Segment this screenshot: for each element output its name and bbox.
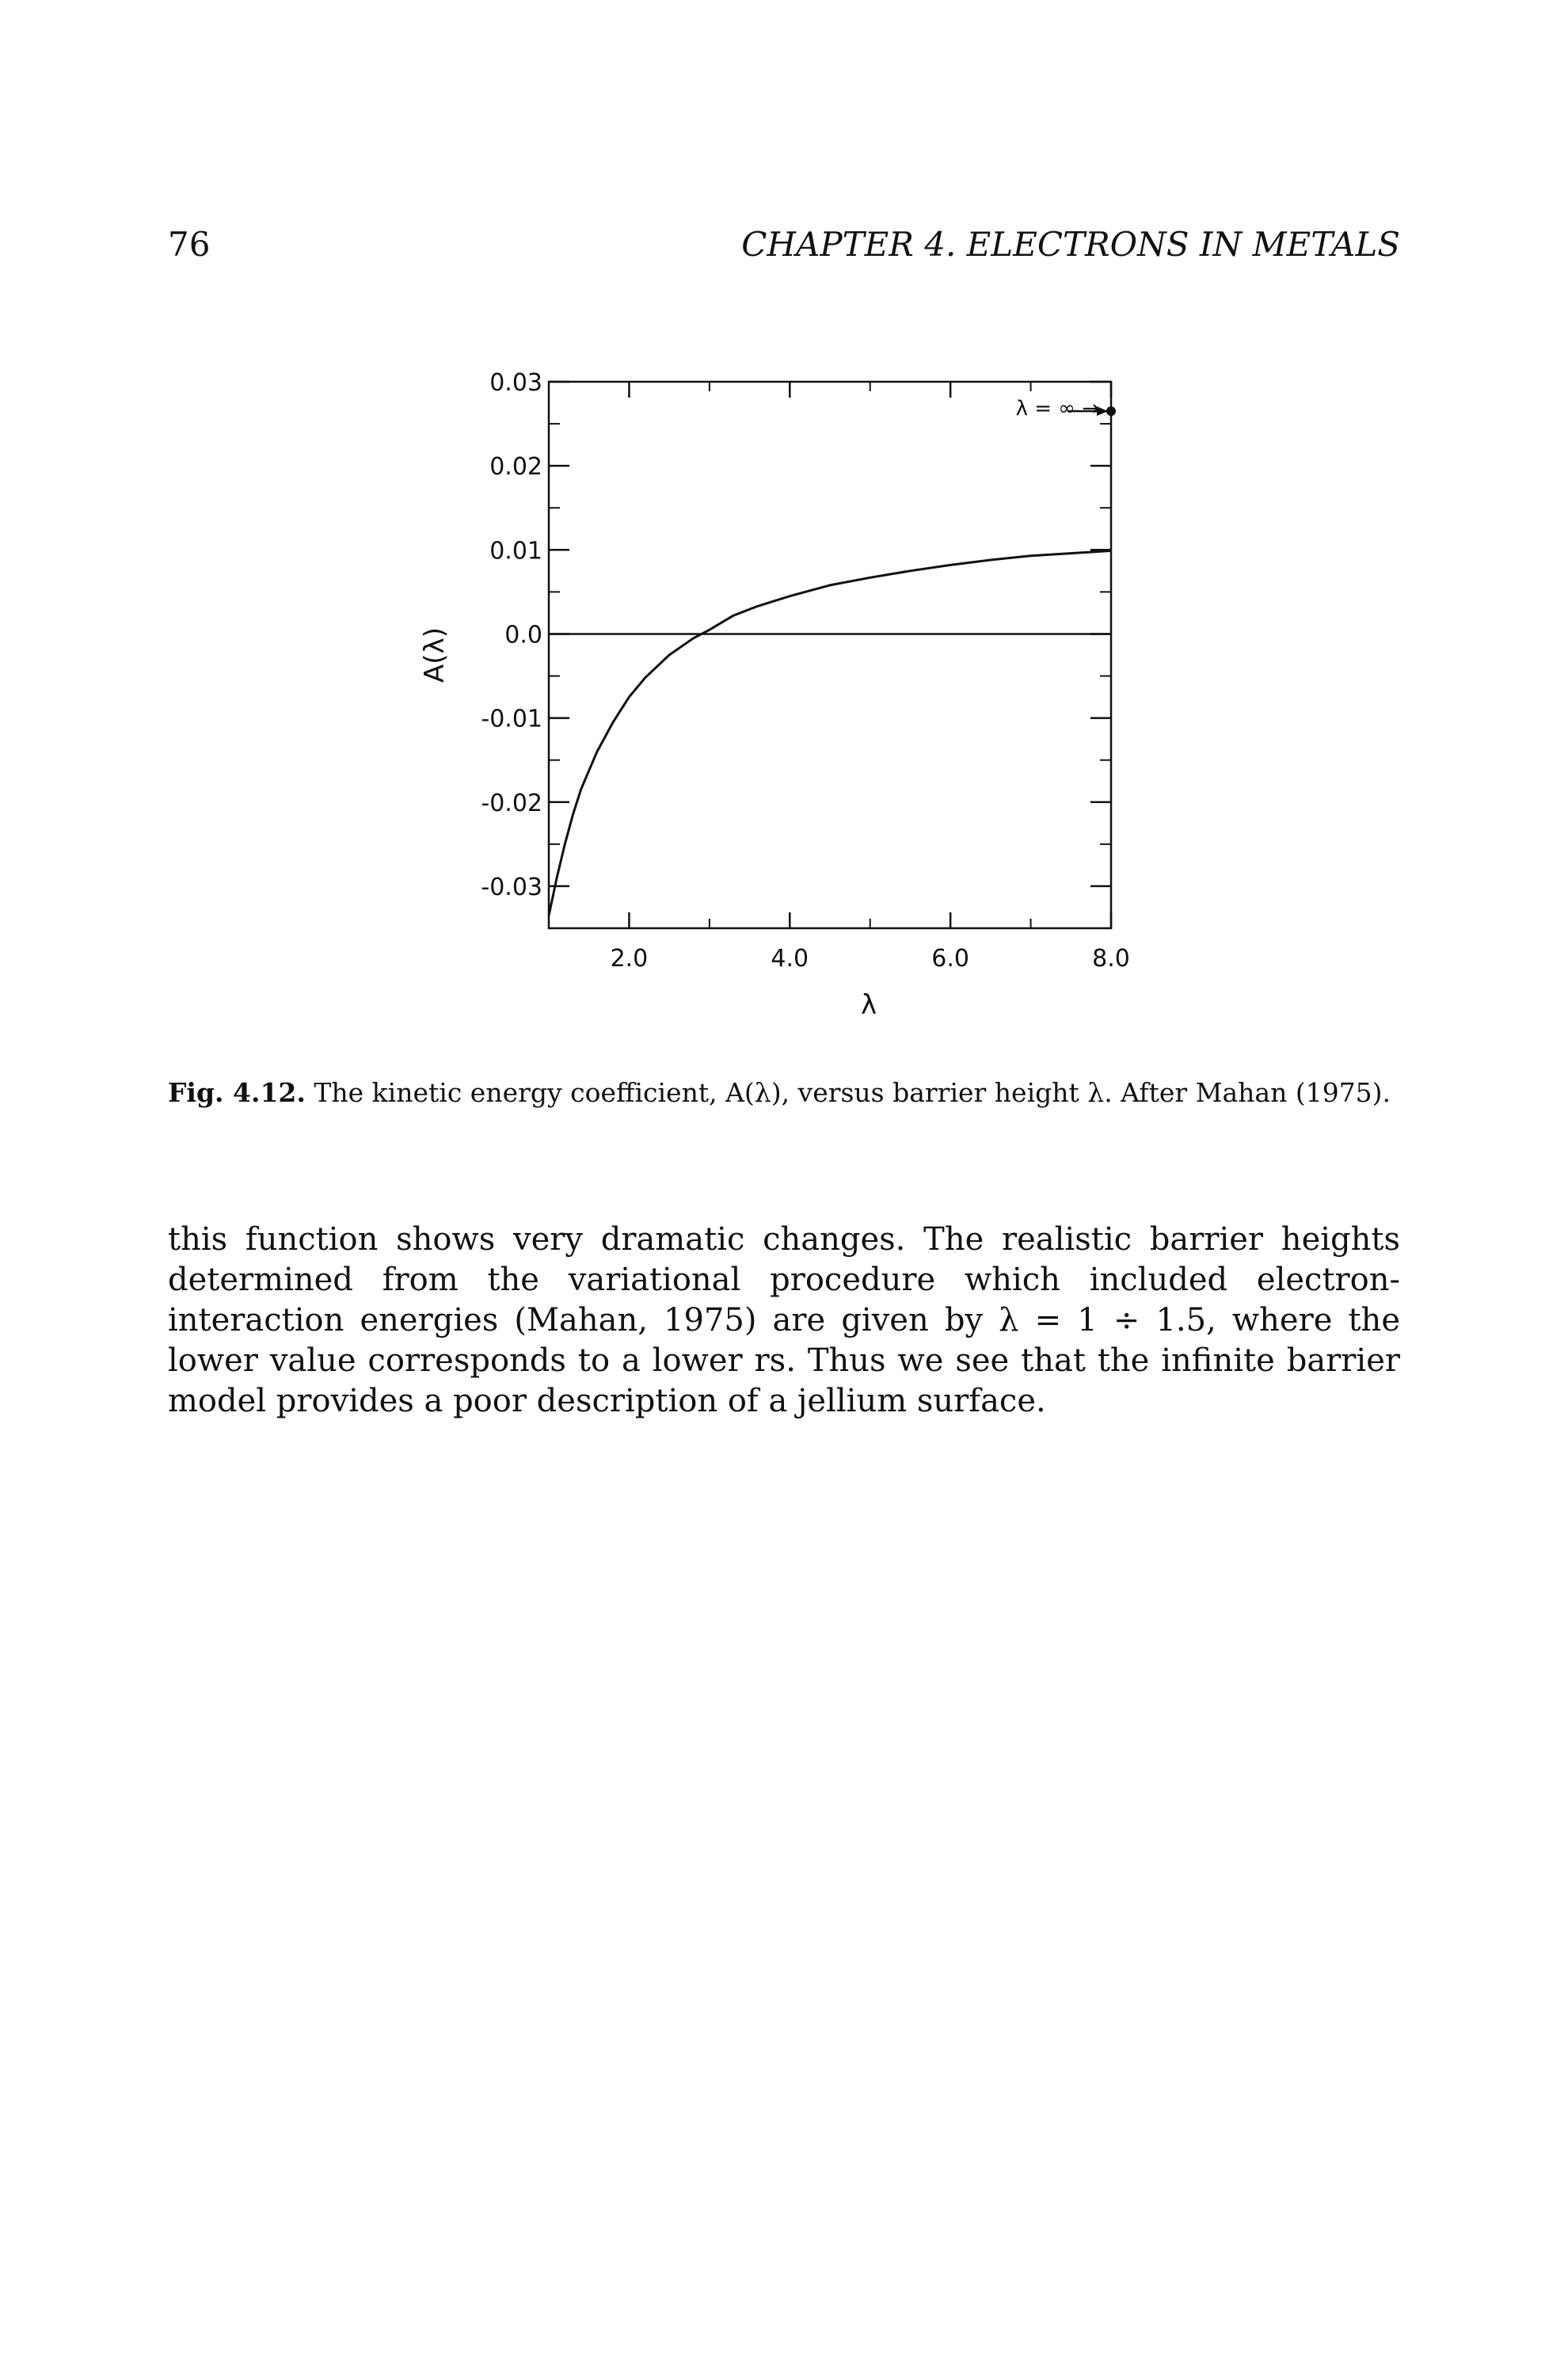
y-tick-label: -0.03 [481, 873, 542, 901]
y-tick-label: 0.01 [489, 537, 542, 565]
y-tick-label: 0.03 [489, 369, 542, 397]
plot-border [549, 382, 1111, 928]
series-line-a-lambda [549, 550, 1111, 916]
chapter-title: CHAPTER 4. ELECTRONS IN METALS [741, 225, 1400, 264]
plot-frame [549, 382, 1111, 928]
page-number: 76 [168, 225, 211, 264]
x-tick-label: 8.0 [1092, 945, 1130, 973]
figure-caption-text: The kinetic energy coefficient, A(λ), versus barrier height λ. After Mahan (1975). [314, 1077, 1391, 1108]
body-text [168, 1220, 1400, 1422]
x-axis-label: λ [860, 989, 877, 1021]
x-axis-ticks [611, 382, 1130, 973]
body-paragraph: this function shows very dramatic changes. The realistic barrier heights determined from the variational procedure which included electron-interaction energies (Mahan, 1975) are given by λ = 1 ÷ 1.5, where the lower value corresponds to a lower rs. Thus we see that the infinite barrier model provides a poor description of a jellium surface. [168, 1221, 1400, 1419]
x-tick-label: 4.0 [771, 945, 809, 973]
y-tick-label: 0.02 [489, 453, 542, 482]
y-tick-label: -0.01 [481, 705, 542, 733]
y-tick-label: 0.0 [504, 621, 542, 649]
series-layer [549, 406, 1116, 916]
x-tick-label: 2.0 [610, 945, 649, 973]
y-axis-label: A(λ) [419, 627, 451, 683]
infinity-limit-annotation: λ = ∞ → [1015, 397, 1099, 421]
x-tick-label: 6.0 [931, 945, 970, 973]
y-tick-label: -0.02 [481, 789, 542, 817]
figure-caption [168, 1077, 1391, 1108]
figure-chart [380, 348, 1172, 1030]
figure-caption-label: Fig. 4.12. [168, 1077, 306, 1108]
y-axis-ticks [481, 369, 1111, 928]
infinity-limit-point [1106, 406, 1116, 416]
